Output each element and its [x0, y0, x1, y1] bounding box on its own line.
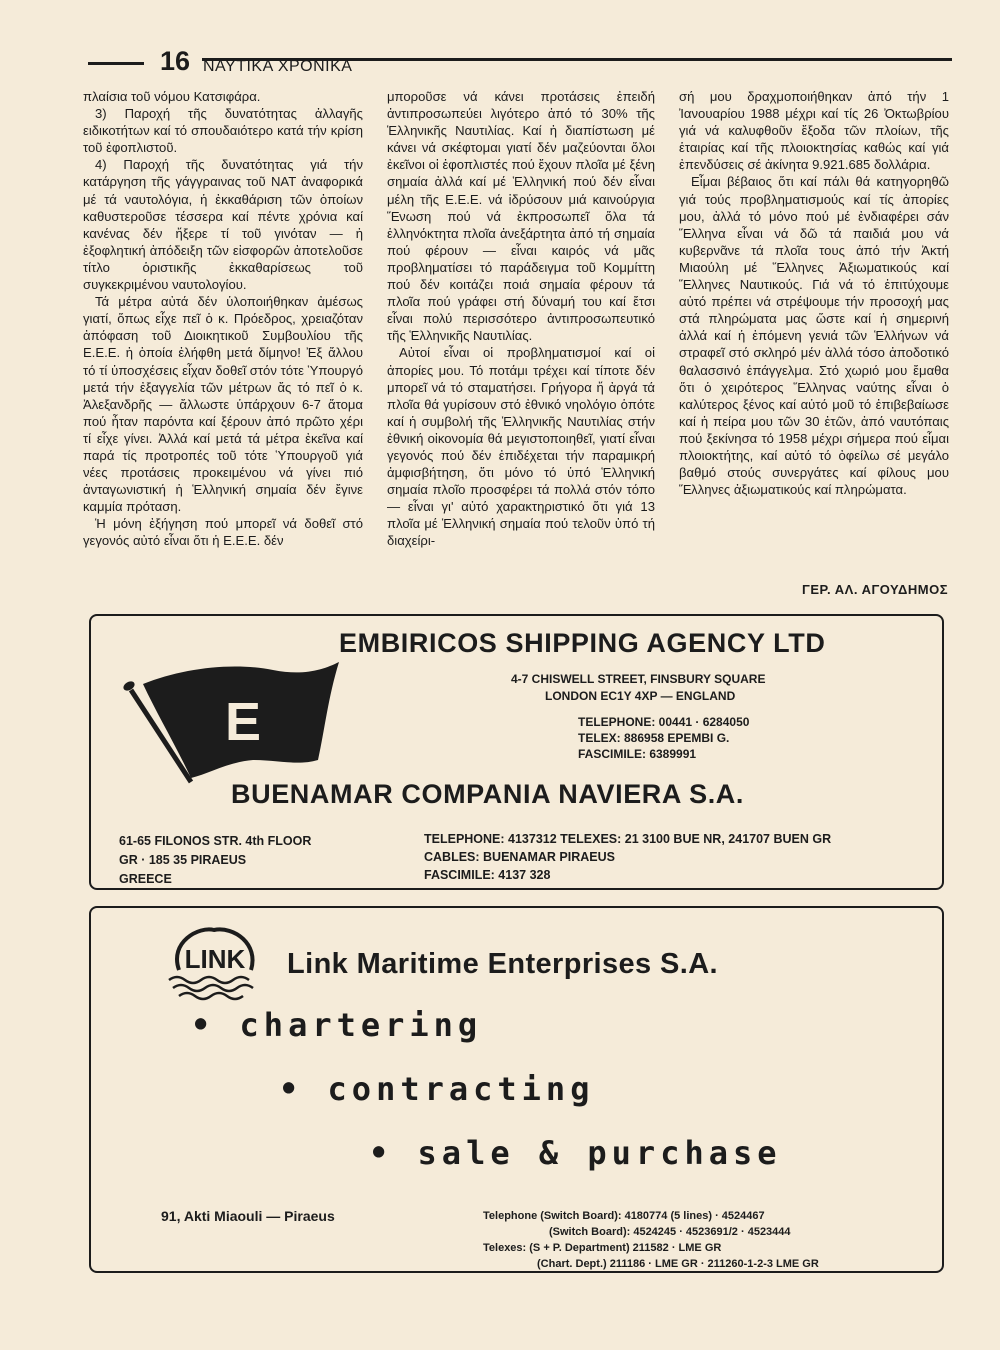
- paragraph: Εἶμαι βέβαιος ὅτι καί πάλι θά κατηγορηθῶ γιά τούς προβληματισμούς καί τίς ἀπορίες μου, ἀλλά τό μόνο πού μέ ἐνδιαφέρει σάν Ἕλληνα εἶναι νά δῶ τά παιδιά μου νά κυβερνᾶνε τά πλοῖα τους ἀπό τήν Ἀκτή Μιαούλη μέ Ἕλληνες Ἀξιωματικούς καί Ἕλληνες Ναυτικούς. Γιά νά τό ἐπιτύχουμε αὐτό πρέπει νά στρέψουμε τήν προσοχή μας στά πληρώματα μας ὥστε καί ἡ σημερινή ἀλλά καί ἡ ἑπόμενη γενιά τῶν Ἑλλήνων νά στραφεῖ στό σκληρό μέν ἀλλά τόσο ἀποδοτικό θαλασσινό ἐπάγγελμα. Στό χωριό μου ἔμαθα ὅτι ὁ χειρότερος Ἕλληνας ναύτης εἶναι ὁ καλύτερος ξένος καί αὐτό μοῦ τό ἐπιβεβαίωσε καί ἡ πείρα μου τῶν 30 ἐτῶν, ἀπό ναυτόπαις πού ξεκίνησα τό 1958 μέχρι σήμερα πού εἶμαι πλοιοκτήτης, καί αὐτό τό ὀφείλω σέ μεγάλο βαθμό στούς συνεργάτες καί φίλους μου Ἕλληνες ἀξιωματικούς καί πληρώματα.: [679, 174, 949, 498]
- logo-text: LINK: [184, 944, 246, 974]
- paragraph: 3) Παροχή τῆς δυνατότητας ἀλλαγῆς ειδικοτήτων καί τό σπουδαιότερο κατά τήν κρίση τοῦ ἐφοπλιστοῦ.: [83, 106, 363, 156]
- service-chartering: [191, 1006, 482, 1044]
- buenamar-title: BUENAMAR COMPANIA NAVIERA S.A.: [231, 779, 745, 809]
- embiricos-address-line1: 4-7 CHISWELL STREET, FINSBURY SQUARE: [511, 672, 766, 686]
- link-maritime-ad: [89, 906, 944, 1273]
- buenamar-address-line3: GREECE: [119, 872, 172, 886]
- link-logo-icon: [159, 922, 269, 1002]
- paragraph: 4) Παροχή τῆς δυνατότητας γιά τήν κατάργηση τῆς γάγγραινας τοῦ ΝΑΤ ἀναφορικά μέ τά ναυτολόγια, ἡ ἐκκαθάριση τῶν ὁποίων καθυστεροῦσε τέσσερα καί πέντε χρόνια καί κανένας δέν ἤξερε τί τοῦ γινόταν — ἡ ἐξοφλητική ἀπόδειξη τῶν εἰσφορῶν ἀποτελοῦσε τίτλο ὁριστικῆς ἐκκαθαρίσεως τοῦ συγκεκριμένου ναυτολογίου.: [83, 157, 363, 293]
- page-number: 16: [160, 46, 191, 76]
- header-rule-left: [88, 62, 144, 65]
- bullet-icon: •: [369, 1134, 394, 1172]
- publication-title: ΝΑΥΤΙΚΑ ΧΡΟΝΙΚΑ: [203, 58, 353, 75]
- paragraph: Ἡ μόνη ἐξήγηση πού μπορεῖ νά δοθεῖ στό γεγονός αὐτό εἶναι ὅτι ἡ Ε.Ε.Ε. δέν: [83, 516, 363, 549]
- embiricos-ad: [89, 614, 944, 890]
- bullet-icon: •: [279, 1070, 304, 1108]
- paragraph: Τά μέτρα αὐτά δέν ὑλοποιήθηκαν ἀμέσως γιατί, ὅπως εἶχε πεῖ ὁ κ. Πρόεδρος, χρειαζόταν ἀπόφαση τοῦ Διοικητικοῦ Συμβουλίου τῆς Ε.Ε.Ε. ἡ ὁποία ἐλήφθη μετά δίμηνο! Ἐξ ἄλλου τό τί ὑποσχέσεις εἶχαν δοθεῖ στόν τότε Ὑπουργό μετά τήν ἐξαγγελία τῶν μέτρων ἄς τό πεῖ ὁ κ. Ἀλεξανδρῆς — ἄλλωστε ὑπάρχουν 6-7 ἄτομα πού ἦταν παρόντα καί ξέρουν ἀπό πρῶτο χέρι τί εἶχε γίνει. Ἀλλά καί μετά τά μέτρα ἐκεῖνα καί παρά τίς προτροπές τοῦ τότε Ὑπουργοῦ γιά νέες προτάσεις προκειμένου νά γίνει πιό ἀνταγωνιστική ἡ Ἑλληνική σημαία δέν ἔγινε καμμία πρόταση.: [83, 294, 363, 515]
- paragraph: σή μου δραχμοποιήθηκαν ἀπό τήν 1 Ἰανουαρίου 1988 μέχρι καί τίς 26 Ὀκτωβρίου γιά νά καλυφθοῦν ἔξοδα τῶν πλοίων, τῆς ἑταιρίας καί τῆς πλοιοκτησίας καθώς καί γιά ἐπενδύσεις σέ ἀκίνητα 9.921.685 δολλάρια.: [679, 89, 949, 173]
- embiricos-title: EMBIRICOS SHIPPING AGENCY LTD: [339, 628, 826, 658]
- service-label: chartering: [239, 1006, 483, 1044]
- buenamar-cables: CABLES: BUENAMAR PIRAEUS: [424, 850, 615, 864]
- flag-letter: E: [224, 692, 262, 752]
- article-signature: ΓΕΡ. ΑΛ. ΑΓΟΥΔΗΜΟΣ: [802, 582, 948, 597]
- bullet-icon: •: [191, 1006, 216, 1044]
- buenamar-telephone: TELEPHONE: 4137312 TELEXES: 21 3100 BUE NR, 241707 BUEN GR: [424, 832, 832, 846]
- link-telephone-line2: (Switch Board): 4524245 · 4523691/2 · 4523444: [549, 1226, 791, 1238]
- buenamar-address-line1: 61-65 FILONOS STR. 4th FLOOR: [119, 834, 312, 848]
- article-column-2: [387, 88, 655, 550]
- link-telephone-line1: Telephone (Switch Board): 4180774 (5 lines) · 4524467: [483, 1210, 765, 1222]
- buenamar-fax: FASCIMILE: 4137 328: [424, 868, 551, 882]
- link-telex-line2: (Chart. Dept.) 211186 · LME GR · 211260-1-2-3 LME GR: [537, 1258, 819, 1270]
- paragraph: Αὐτοί εἶναι οἱ προβληματισμοί καί οἱ ἀπορίες μου. Τό ποτάμι τρέχει καί τίποτε δέν μπορεῖ νά τό σταματήσει. Γρήγορα ἤ ἀργά τά πλοῖα θά γυρίσουν στό ἐθνικό νηολόγιο ὁπότε καί ἡ συμβολή τῆς Ἑλληνικῆς Ναυτιλίας στήν ἐθνική οἰκονομία θά μεγιστοποιηθεῖ, γιατί εἶναι γεγονός πού δέν ἐπιδέχεται τήν παραμικρή ἀμφισβήτηση, ὅτι μόνο τό ὑπό Ἑλληνική σημαία πλοῖο προσφέρει τά πολλά στόν τόπο — εἶναι γι' αὐτό χαρακτηριστικό ὅτι γιά 13 πλοῖα μέ Ἑλληνική σημαία πού τελοῦν ὑπό τή διαχείρι-: [387, 345, 655, 549]
- article-column-3: [679, 88, 949, 498]
- company-flag-icon: [113, 648, 343, 788]
- link-telex-line1: Telexes: (S + P. Department) 211582 · LME GR: [483, 1242, 722, 1254]
- service-sale-purchase: [369, 1134, 782, 1172]
- service-label: sale & purchase: [417, 1134, 782, 1172]
- link-address: 91, Akti Miaouli — Piraeus: [161, 1208, 335, 1224]
- paragraph: μποροῦσε νά κάνει προτάσεις ἐπειδή ἀντιπροσωπεύει λιγότερο ἀπό τό 30% τῆς Ἑλληνικῆς Ναυτιλίας. Καί ἡ διαπίστωση μέ κάνει νά σκέφτομαι γιατί δέν μαζεύονται ὅλοι ἐκεῖνοι οἱ ἐφοπλιστές πού ἔχουν πλοῖα μέ ξένη σημαία ἀλλά καί μέ Ἑλληνική πού δέν εἶναι μέλη τῆς Ε.Ε.Ε. νά ἱδρύσουν μιά καινούργια Ἕνωση πού νά ἐκπροσωπεῖ ὅλα τά ἑλληνόκτητα πλοῖα ἀνεξάρτητα ἀπό τή σημαία πού φέρουν — εἶναι καιρός νά μᾶς προβληματίσει τό παράδειγμα τοῦ Κομμίττη πού δέν κοιτάζει ποιά σημαία φέρουν τά πλοῖα πού γράφει στή δύναμή του καί ἔτσι εἶναι πολύ περισσότερο ἀντιπροσωπευτικό τῆς Ἑλληνικῆς Ναυτιλίας.: [387, 89, 655, 344]
- service-contracting: [279, 1070, 594, 1108]
- embiricos-address-line2: LONDON EC1Y 4XP — ENGLAND: [545, 689, 736, 703]
- paragraph: πλαίσια τοῦ νόμου Κατσιφάρα.: [83, 89, 261, 104]
- embiricos-telephone: TELEPHONE: 00441 · 6284050: [578, 715, 750, 729]
- embiricos-telex: TELEX: 886958 EPEMBI G.: [578, 731, 730, 745]
- link-company-name: Link Maritime Enterprises S.A.: [287, 948, 719, 980]
- buenamar-address-line2: GR · 185 35 PIRAEUS: [119, 853, 247, 867]
- service-label: contracting: [327, 1070, 595, 1108]
- embiricos-fax: FASCIMILE: 6389991: [578, 747, 697, 761]
- article-column-1: [83, 88, 363, 550]
